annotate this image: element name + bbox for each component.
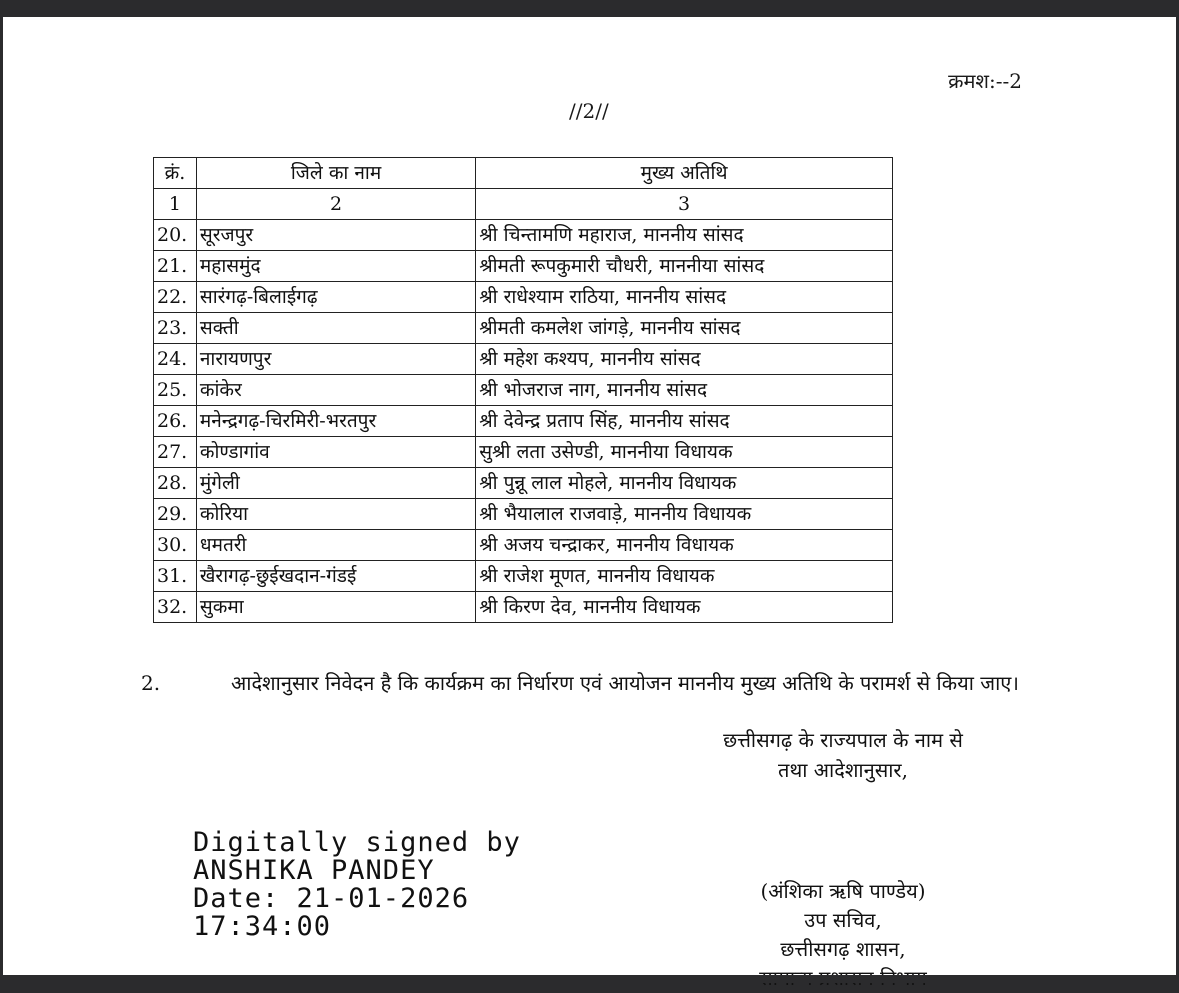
header-serial: क्रं. — [154, 158, 197, 189]
table-row — [154, 561, 893, 592]
guest-cell: श्री भोजराज नाग, माननीय सांसद — [476, 375, 893, 406]
index-cell: 1 — [154, 189, 197, 220]
guest-cell: श्री देवेन्द्र प्रताप सिंह, माननीय सांसद — [476, 406, 893, 437]
digital-signature-date: Date: 21-01-2026 — [193, 883, 470, 914]
serial-cell: 24. — [154, 344, 197, 375]
district-guest-table — [153, 157, 893, 623]
district-cell: धमतरी — [196, 530, 475, 561]
table-header-row — [154, 158, 893, 189]
table-row — [154, 251, 893, 282]
digital-signature-stamp — [193, 829, 521, 941]
district-cell: कोण्डागांव — [196, 437, 475, 468]
district-cell: खैरागढ़-छुईखदान-गंडई — [196, 561, 475, 592]
district-cell: मनेन्द्रगढ़-चिरमिरी-भरतपुर — [196, 406, 475, 437]
header-chief-guest: मुख्य अतिथि — [476, 158, 893, 189]
closing-line: छत्तीसगढ़ के राज्यपाल के नाम से — [723, 728, 963, 752]
paragraph-text: आदेशानुसार निवेदन है कि कार्यक्रम का निर्धारण एवं आयोजन माननीय मुख्य अतिथि के परामर्श से किया जाए। — [231, 671, 1019, 695]
serial-cell: 25. — [154, 375, 197, 406]
serial-cell: 31. — [154, 561, 197, 592]
guest-cell: श्री पुन्नू लाल मोहले, माननीय विधायक — [476, 468, 893, 499]
signatory-government: छत्तीसगढ़ शासन, — [780, 937, 906, 961]
document-page — [3, 17, 1176, 975]
table-index-row — [154, 189, 893, 220]
serial-cell: 32. — [154, 592, 197, 623]
closing-block — [643, 725, 1043, 785]
serial-cell: 30. — [154, 530, 197, 561]
serial-cell: 22. — [154, 282, 197, 313]
order-paragraph — [141, 669, 1031, 697]
continuation-marker: क्रमश:--2 — [948, 69, 1022, 93]
digital-signature-name: ANSHIKA PANDEY — [193, 855, 435, 886]
guest-cell: श्री किरण देव, माननीय विधायक — [476, 592, 893, 623]
table-row — [154, 499, 893, 530]
serial-cell: 21. — [154, 251, 197, 282]
table-row — [154, 282, 893, 313]
page-number: //2// — [569, 99, 609, 123]
guest-cell: श्री महेश कश्यप, माननीय सांसद — [476, 344, 893, 375]
district-cell: सारंगढ़-बिलाईगढ़ — [196, 282, 475, 313]
guest-cell: श्रीमती रूपकुमारी चौधरी, माननीया सांसद — [476, 251, 893, 282]
viewer-bottom-bar — [0, 975, 1179, 983]
serial-cell: 26. — [154, 406, 197, 437]
table-row — [154, 437, 893, 468]
guest-cell: श्री राधेश्याम राठिया, माननीय सांसद — [476, 282, 893, 313]
serial-cell: 28. — [154, 468, 197, 499]
closing-line: तथा आदेशानुसार, — [778, 758, 908, 782]
serial-cell: 29. — [154, 499, 197, 530]
table-row — [154, 592, 893, 623]
guest-cell: सुश्री लता उसेण्डी, माननीया विधायक — [476, 437, 893, 468]
table-row — [154, 344, 893, 375]
serial-cell: 27. — [154, 437, 197, 468]
district-cell: सूरजपुर — [196, 220, 475, 251]
signatory-name: (अंशिका ऋषि पाण्डेय) — [760, 879, 926, 903]
district-cell: महासमुंद — [196, 251, 475, 282]
table-row — [154, 375, 893, 406]
serial-cell: 20. — [154, 220, 197, 251]
index-cell: 2 — [196, 189, 475, 220]
serial-cell: 23. — [154, 313, 197, 344]
guest-cell: श्री राजेश मूणत, माननीय विधायक — [476, 561, 893, 592]
paragraph-number: 2. — [141, 671, 161, 695]
district-cell: कांकेर — [196, 375, 475, 406]
table-row — [154, 313, 893, 344]
header-district: जिले का नाम — [196, 158, 475, 189]
guest-cell: श्री भैयालाल राजवाड़े, माननीय विधायक — [476, 499, 893, 530]
signatory-designation: उप सचिव, — [804, 908, 882, 932]
guest-cell: श्री अजय चन्द्राकर, माननीय विधायक — [476, 530, 893, 561]
table-row — [154, 468, 893, 499]
guest-cell: श्री चिन्तामणि महाराज, माननीय सांसद — [476, 220, 893, 251]
district-cell: नारायणपुर — [196, 344, 475, 375]
digital-signature-time: 17:34:00 — [193, 911, 332, 942]
table-row — [154, 530, 893, 561]
district-cell: कोरिया — [196, 499, 475, 530]
digital-signature-line: Digitally signed by — [193, 827, 521, 858]
district-cell: मुंगेली — [196, 468, 475, 499]
district-cell: सुकमा — [196, 592, 475, 623]
district-cell: सक्ती — [196, 313, 475, 344]
index-cell: 3 — [476, 189, 893, 220]
table-row — [154, 406, 893, 437]
guest-cell: श्रीमती कमलेश जांगड़े, माननीय सांसद — [476, 313, 893, 344]
table-row — [154, 220, 893, 251]
